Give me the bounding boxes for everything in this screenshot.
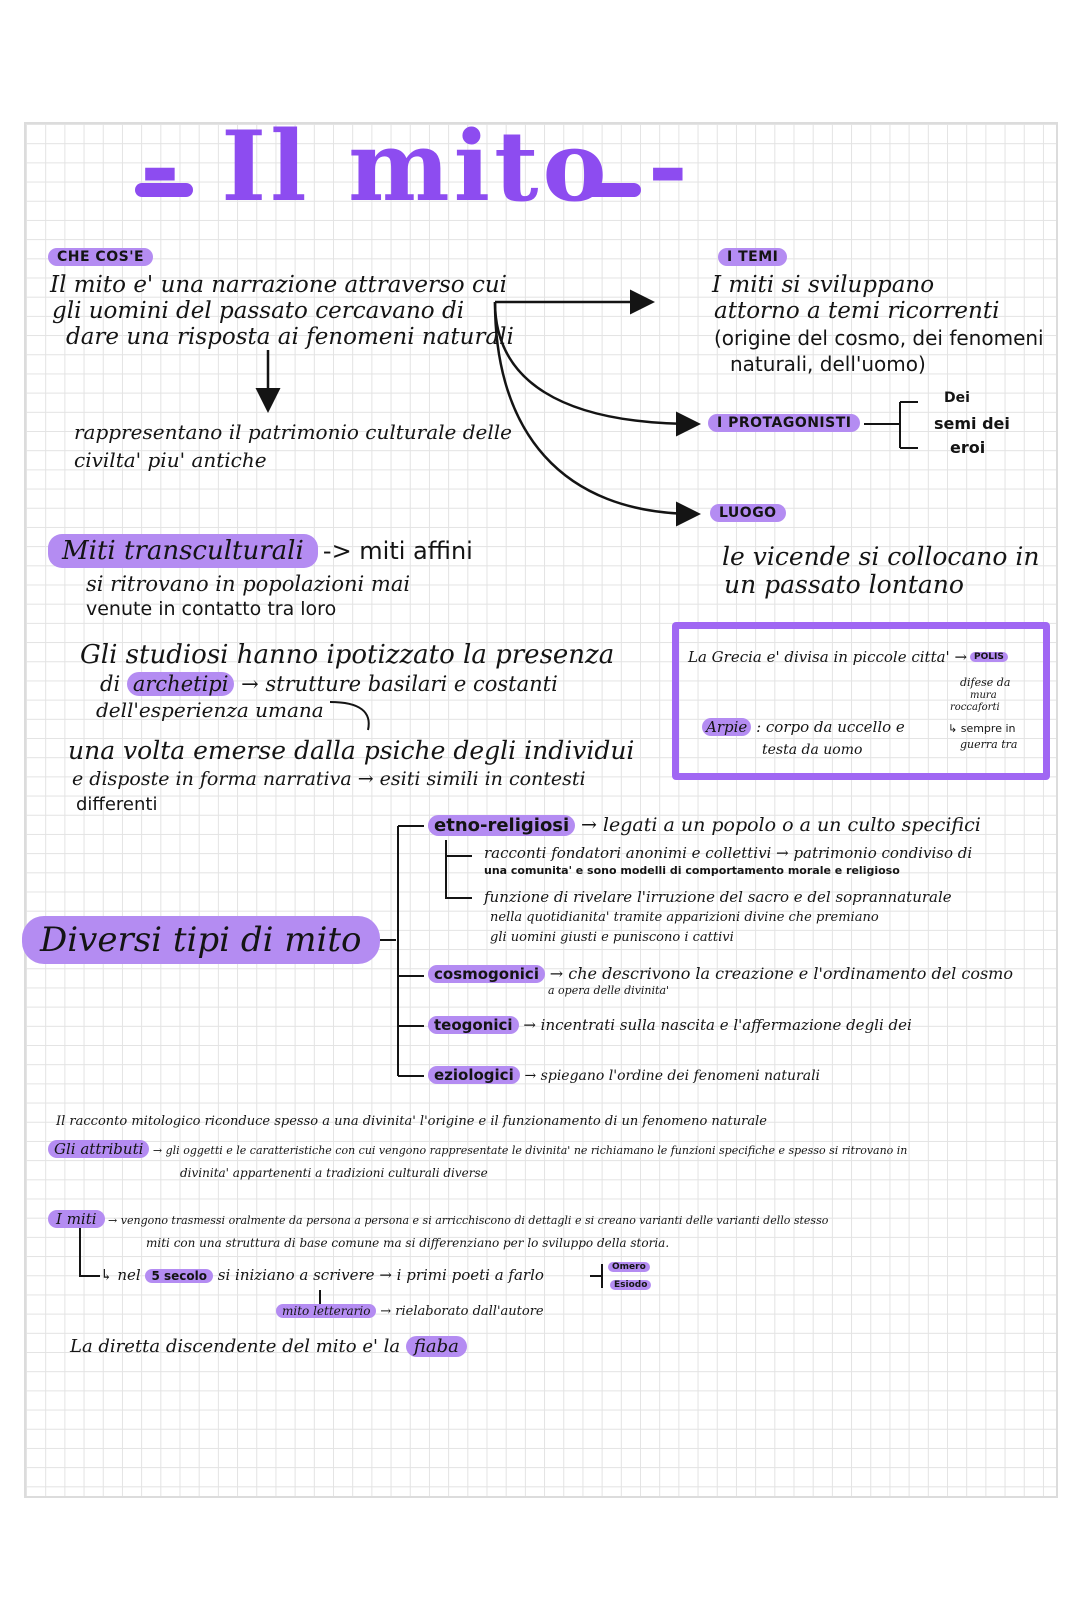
themes-line-2: attorno a temi ricorrenti [714, 298, 1000, 324]
century-row: ↳ nel 5 secolo si iniziano a scrivere → i primi poeti a farlo [100, 1266, 544, 1284]
poet-omero: Omero [608, 1262, 650, 1272]
type-teo-label: teogonici [428, 1016, 519, 1034]
archetypes-line-5: e disposte in forma narrativa → esiti simili in contesti [72, 768, 586, 790]
greece-note-5: guerra tra [960, 738, 1018, 751]
poet-esiodo: Esiodo [610, 1280, 651, 1290]
archetypes-line-3: dell'esperienza umana [96, 698, 324, 722]
arrow-to-luogo [495, 302, 696, 514]
definition-line-1: Il mito e' una narrazione attraverso cui [50, 272, 508, 298]
archetypes-line-6: differenti [76, 794, 158, 815]
etno-sub-2a: funzione di rivelare l'irruzione del sacro e del soprannaturale [484, 888, 952, 906]
heritage-line-1: rappresentano il patrimonio culturale delle [74, 420, 512, 444]
tag-luogo: LUOGO [710, 504, 786, 522]
type-cosmo-row: cosmogonici → che descrivono la creazione e l'ordinamento del cosmo [428, 964, 1013, 983]
themes-line-3: (origine del cosmo, dei fenomeni [714, 326, 1044, 350]
type-etno-label: etno-religiosi [428, 815, 575, 836]
etno-sub-2b: nella quotidianita' tramite apparizioni divine che premiano [490, 910, 879, 925]
definition-line-3: dare una risposta ai fenomeni naturali [66, 324, 514, 350]
arpie-line-2: testa da uomo [762, 742, 863, 758]
arrow-to-protagonisti [495, 302, 696, 424]
etno-sub-2c: gli uomini giusti e puniscono i cattivi [490, 930, 734, 945]
greece-note-3: roccaforti [950, 702, 1000, 713]
themes-line-1: I miti si sviluppano [712, 272, 935, 298]
transcultural-line-3: venute in contatto tra loro [86, 598, 337, 620]
keyword-fiaba: fiaba [406, 1336, 467, 1357]
types-heading [22, 920, 380, 960]
greece-note-4: ↳ sempre in [948, 722, 1016, 735]
greece-line-1: La Grecia e' divisa in piccole citta' → [688, 648, 968, 666]
themes-line-4: naturali, dell'uomo) [730, 352, 926, 376]
transcultural-line-2: si ritrovano in popolazioni mai [86, 572, 411, 596]
heritage-line-2: civilta' piu' antiche [74, 448, 267, 472]
archetypes-line-1: Gli studiosi hanno ipotizzato la presenza [80, 640, 615, 670]
transmission-row: I miti → vengono trasmessi oralmente da persona a persona e si arricchiscono di dettagli e si creano varianti delle varianti dello stesso [48, 1210, 828, 1228]
protagonist-eroi: eroi [950, 438, 986, 457]
transmission-label: I miti [48, 1210, 105, 1228]
etno-sub-1a: racconti fondatori anonimi e collettivi → patrimonio condiviso di [484, 844, 973, 862]
attributes-row: Gli attributi → gli oggetti e le caratteristiche con cui vengono rappresentate le divinita' ne richiamano le funzioni specifiche e spesso si ritrovano in [48, 1140, 907, 1158]
keyword-arpie: Arpie [702, 718, 751, 736]
greece-note-1: difese da [960, 676, 1011, 689]
etno-sub-1b: una comunita' e sono modelli di comportamento morale e religioso [484, 864, 900, 877]
tag-temi: I TEMI [718, 248, 787, 266]
greece-note-2: mura [970, 690, 997, 701]
tag-che-cose: CHE COS'E [48, 248, 153, 266]
protagonist-dei: Dei [944, 390, 970, 406]
literary-label: mito letterario [276, 1304, 376, 1318]
century-badge: 5 secolo [145, 1269, 213, 1283]
transcultural-label: Miti transculturali [48, 534, 318, 568]
transmission-line-2: miti con una struttura di base comune ma si differenziano per lo sviluppo della storia. [146, 1236, 670, 1250]
archetypes-line-2: di archetipi → strutture basilari e costanti [100, 672, 558, 696]
type-teo-row: teogonici → incentrati sulla nascita e l'affermazione degli dei [428, 1016, 912, 1034]
attributes-label: Gli attributi [48, 1140, 149, 1158]
keyword-archetipi: archetipi [127, 672, 235, 696]
attributes-line-1: Il racconto mitologico riconduce spesso a una divinita' l'origine e il funzionamento di un fenomeno naturale [56, 1114, 767, 1129]
polis-badge: POLIS [970, 652, 1008, 662]
place-line-1: le vicende si collocano in [722, 542, 1040, 571]
fiaba-row: La diretta discendente del mito e' la fiaba [70, 1336, 467, 1357]
type-ezio-row: eziologici → spiegano l'ordine dei fenomeni naturali [428, 1066, 820, 1084]
transcultural-arrow-text: -> miti affini [322, 537, 473, 565]
cosmo-sub: a opera delle divinita' [548, 984, 670, 997]
type-etno-row: etno-religiosi → legati a un popolo o a un culto specifici [428, 814, 981, 836]
types-label: Diversi tipi di mito [22, 916, 380, 964]
type-cosmo-label: cosmogonici [428, 965, 545, 983]
arpie-line: Arpie : corpo da uccello e [702, 718, 905, 736]
tag-protagonisti: I PROTAGONISTI [708, 414, 860, 432]
definition-line-2: gli uomini del passato cercavano di [52, 298, 465, 324]
attributes-line-3: divinita' appartenenti a tradizioni culturali diverse [180, 1166, 488, 1180]
protagonist-semidei: semi dei [934, 414, 1010, 433]
type-ezio-label: eziologici [428, 1066, 520, 1084]
archetypes-line-4: una volta emerse dalla psiche degli individui [68, 736, 635, 765]
literary-row: mito letterario → rielaborato dall'autore [276, 1304, 544, 1319]
transcultural-heading [48, 536, 473, 566]
place-line-2: un passato lontano [724, 570, 964, 599]
page-title: - Il mito - [140, 110, 692, 223]
